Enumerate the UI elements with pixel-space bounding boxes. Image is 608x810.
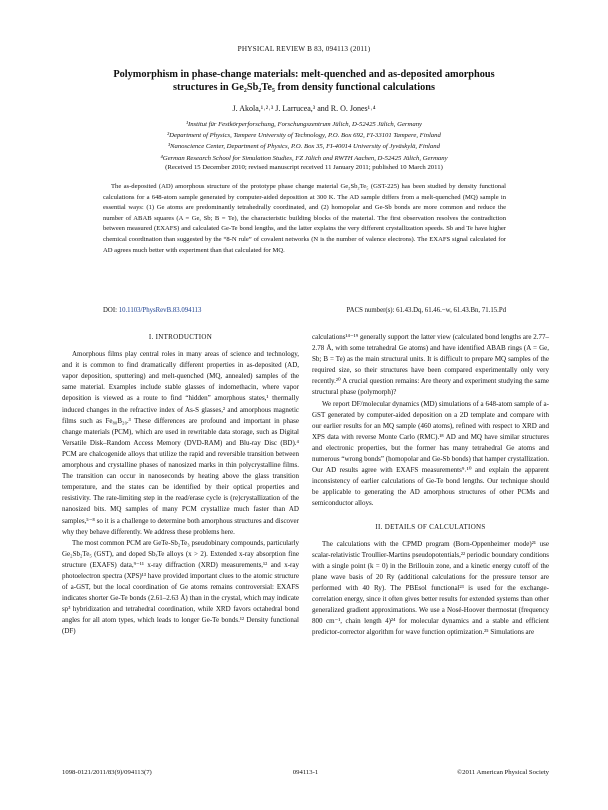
author-list: J. Akola,¹˒²˒³ J. Larrucea,³ and R. O. Jones¹˒⁴ xyxy=(232,104,376,113)
abstract: The as-deposited (AD) amorphous structure of the prototype phase change material Ge₂Sb₂Te₅ (GST-225) has been studied by density functional calculations for a 648-atom sample generated by computer-aided deposition at 300 K. The AD sample differs from a melt-quenched (MQ) sample in essential ways: (1) Ge atoms are predominantly tetrahedrally coordinated, and (2) homopolar and Ge-Sb bonds are more common and reduce the number of ABAB squares (A = Ge, Sb; B = Te), the characteristic building blocks of the material. The first observation resolves the contradiction between measured (EXAFS) and calculated Ge-Te bond lengths, and the latter explains the very different crystallization speeds. Sb and Te have higher chemical coordination than suggested by the “8-N rule” of covalent networks (N is the number of valence electrons). The EXAFS signal calculated for AD agrees much better with experiment than that calculated for MQ. xyxy=(103,183,506,254)
intro-paragraph-1: Amorphous films play central roles in many areas of science and technology, and it is common to find dramatically different properties in as-deposited (AD, vapor deposition, sputtering) and melt-quenched (MQ, annealed) samples of the same material. Examples include stable glasses of indomethacin, where vapor deposition is viewed as a route to find “hidden” amorphous states,¹ thermally induced changes in the refractive index of As-S glasses,² and amorphous magnetic films such as Fe₈₀B₂₀.³ These differences are profound and important in phase change materials (PCM), which are used in rewritable data storage, such as Digital Versatile Disk–Random Access Memory (DVD-RAM) and Blu-ray Disc (BD).⁴ PCM are chalcogenide alloys that utilize the rapid and reversible transition between amorphous and crystalline phases of nanosized marks in thin polycrystalline films. The transition can occur in nanoseconds by heating above the glass transition temperature, and the states can be identified by their optical properties and resistivity. The rate-limiting step in the read/erase cycle is (re)crystallization of the nanosized bits. MQ samples of many PCM crystallize much faster than AD samples,⁵⁻⁸ so it is a challenge to determine both amorphous structures and discover why they behave differently. We address these problems here. xyxy=(62,350,299,536)
affiliation-3: ³Nanoscience Center, Department of Physics, P.O. Box 35, FI-40014 University of Jyväskylä, Finland xyxy=(168,143,440,151)
details-paragraph-1: The calculations with the CPMD program (Born-Oppenheimer mode)²¹ use scalar-relativistic Troullier-Martins pseudopotentials,²² periodic boundary conditions with a single point (k = 0) in the Brillouin zone, and a kinetic energy cutoff of the plane wave basis of 20 Ry (additional calculations for the pressure tensor are performed with 40 Ry). The PBEsol functional²³ is used for the exchange-correlation energy, since it often gives better results for extended systems than other generalized gradient approximations. We use a Nosé-Hoover thermostat (frequency 800 cm⁻¹, chain length 4)²⁴ for molecular dynamics and a stable and efficient predictor-corrector algorithm for wave function optimization.²⁵ Simulations are xyxy=(312,539,549,637)
footer-issn: 1098-0121/2011/83(9)/094113(7) xyxy=(62,769,152,776)
footer-copyright: ©2011 American Physical Society xyxy=(457,769,549,776)
footer-page-number: 094113-1 xyxy=(292,769,319,776)
doi-label: DOI: xyxy=(103,307,117,314)
section-heading-introduction: I. INTRODUCTION xyxy=(148,333,213,341)
left-column xyxy=(62,332,299,638)
received-dates: (Received 15 December 2010; revised manuscript received 11 January 2011; published 10 March 2011) xyxy=(165,164,443,171)
right-column xyxy=(312,332,549,638)
pacs-numbers: PACS number(s): 61.43.Dq, 61.46.−w, 61.43.Bn, 71.15.Pd xyxy=(346,307,506,314)
title-line-1: Polymorphism in phase-change materials: melt-quenched and as-deposited amorphous xyxy=(113,69,495,80)
title-line-2: structures in Ge₂Sb₂Te₅ from density functional calculations xyxy=(173,82,435,93)
section-spacer xyxy=(312,510,549,522)
doi-line xyxy=(103,307,506,314)
affiliation-1: ¹Institut für Festkörperforschung, Forschungszentrum Jülich, D-52425 Jülich, Germany xyxy=(185,121,423,128)
intro-paragraph-4: We report DF/molecular dynamics (MD) simulations of a 648-atom sample of a-GST generated by computer-aided deposition on a 2D template and compare with our earlier results for an MQ sample (460 atoms), refined with respect to XRD and XPS data with reverse Monte Carlo (RMC).¹⁸ AD and MQ have similar structures and electronic properties, but the former has many tetrahedral Ge atoms and numerous “wrong bonds” (homopolar and Ge-Sb bonds) that hamper crystallization. Our AD results agree with EXAFS measurements⁹˒¹⁰ and explain the apparent inconsistency of earlier calculations of Ge-Te bond lengths. Our technique should be applicable to generating the AD amorphous structures of other PCMs and semiconductor alloys. xyxy=(312,399,549,508)
intro-paragraph-3: calculations¹⁴⁻¹⁹ generally support the latter view (calculated bond lengths are 2.77–2.78 Å, with some tetrahedral Ge atoms) and have identified ABAB rings (A = Ge, Sb; B = Te) as the main structural units. It is difficult to prepare MQ samples of the required size, so their structures have been compared experimentally only very recently.²⁰ A crucial question remains: Are theory and experiment studying the same structural phase (polymorph)? xyxy=(312,333,549,397)
intro-paragraph-2: The most common PCM are GeTe-Sb₂Te₃ pseudobinary compounds, particularly Ge₂Sb₂Te₅ (GST), and doped SbₓTe alloys (x > 2). Extended x-ray absorption fine structure (EXAFS) data,⁹⁻¹¹ x-ray diffraction (XRD) measurements,¹² and x-ray photoelectron spectra (XPS)¹³ have provided important clues to the atomic structure of a-GST, but the local coordination of Ge atoms remains controversial: EXAFS indicates shorter Ge-Te bonds (2.61–2.63 Å) than in the crystal, which may indicate sp³ hybridization and tetrahedral coordination, while XRD favors octahedral bond angles for all atom types, which leads to longer Ge-Te bonds.¹² Density functional (DF) xyxy=(62,538,299,636)
affiliations xyxy=(60,119,548,164)
affiliation-4: ⁴German Research School for Simulation Studies, FZ Jülich and RWTH Aachen, D-52425 Jülich, Germany xyxy=(160,154,448,162)
section-heading-details: II. DETAILS OF CALCULATIONS xyxy=(375,522,486,531)
paper-title xyxy=(60,68,548,94)
doi-link[interactable]: 10.1103/PhysRevB.83.094113 xyxy=(118,307,202,314)
affiliation-2: ²Department of Physics, Tampere University of Technology, P.O. Box 692, FI-33101 Tampere, Finland xyxy=(167,132,441,140)
journal-header: PHYSICAL REVIEW B 83, 094113 (2011) xyxy=(237,45,371,53)
